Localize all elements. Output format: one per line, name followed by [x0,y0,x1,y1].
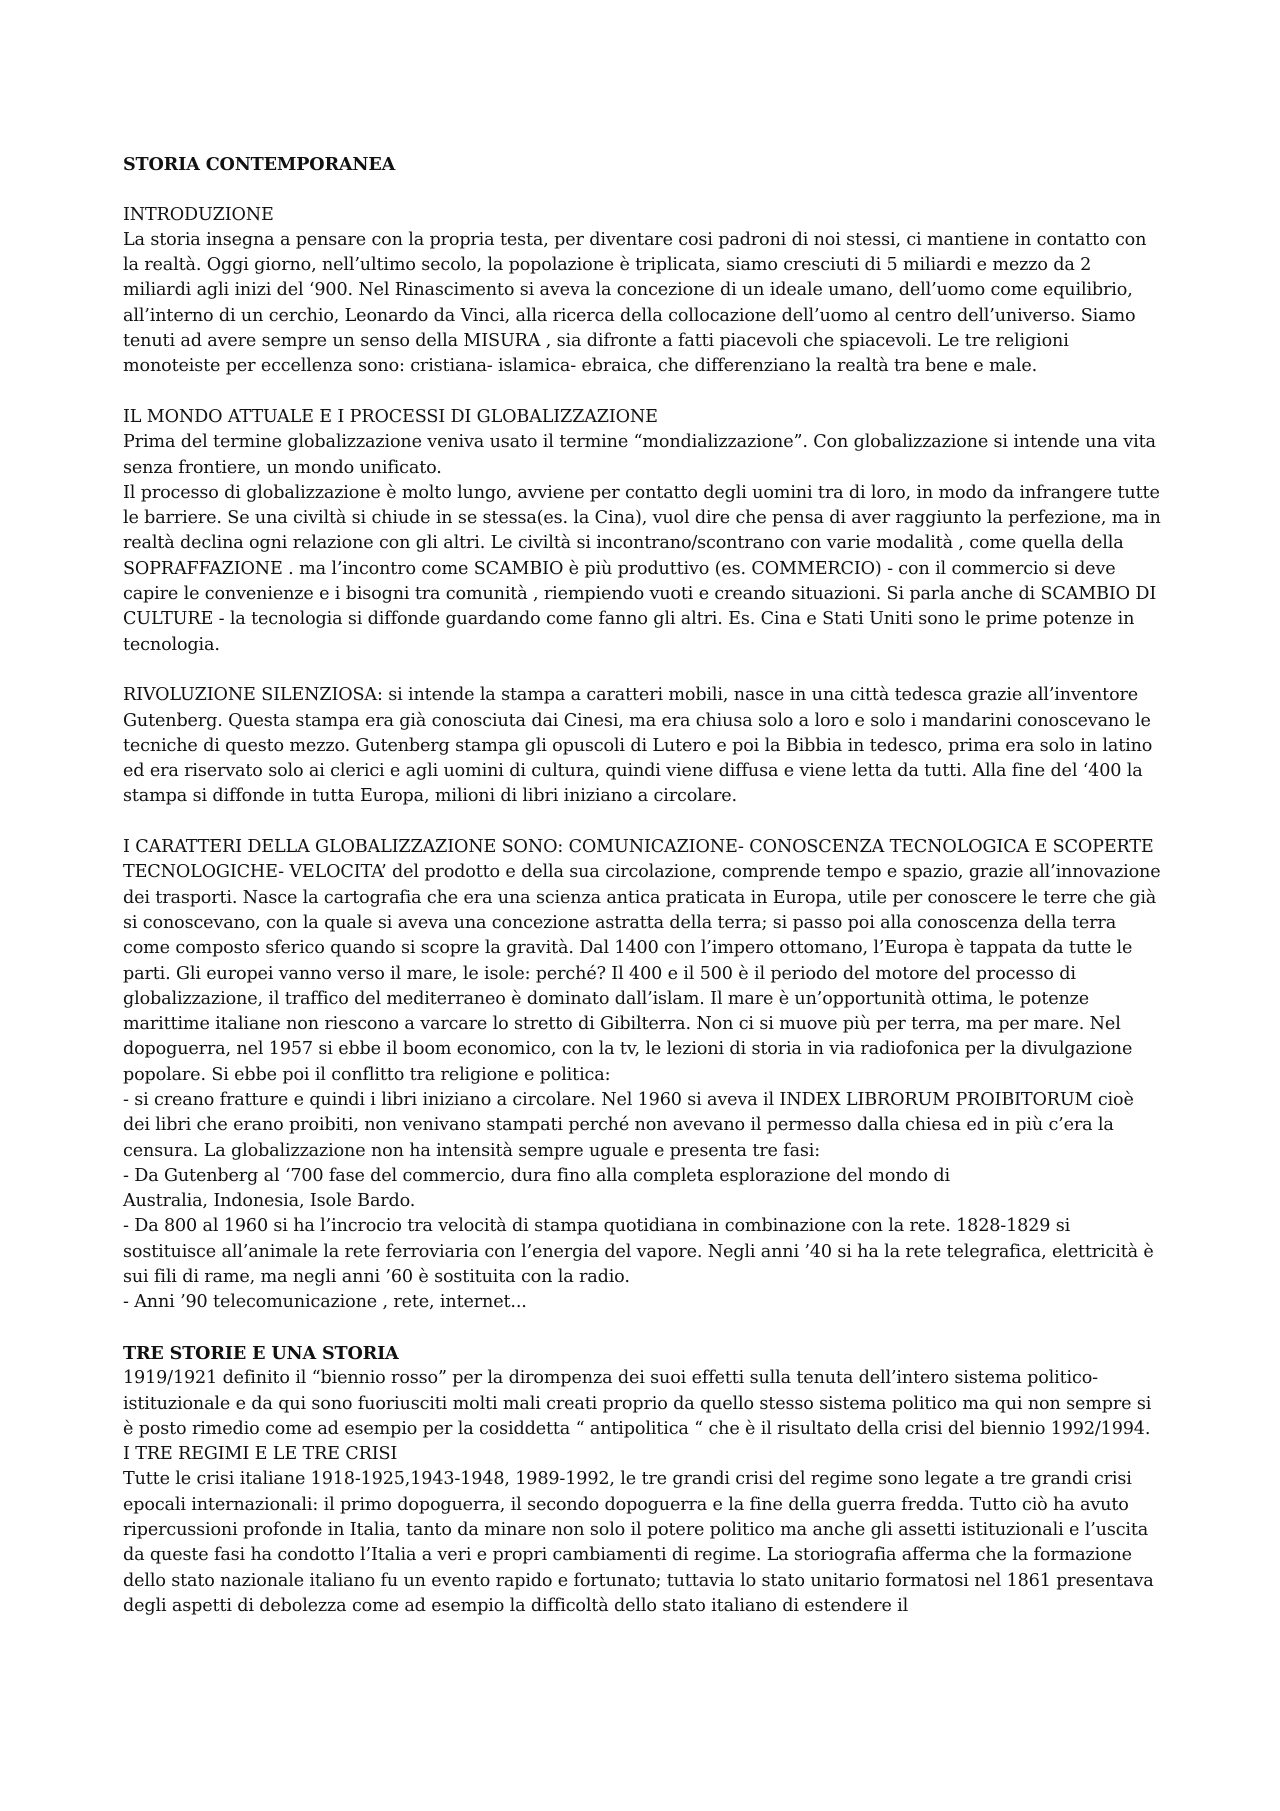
section-mondo-attuale [123,405,1163,658]
section-heading-tre-regimi: I TRE REGIMI E LE TRE CRISI [123,1444,398,1465]
section-caratteri-globalizzazione [123,835,1163,1316]
section-tre-regimi [123,1442,1163,1619]
paragraph: Il processo di globalizzazione è molto lungo, avviene per contatto degli uomini tra di loro, in modo da infrangere tutte le barriere. Se una civiltà si chiude in se stessa(es. la Cina), vuol dire che pensa di aver raggiunto la perfezione, ma in realtà declina ogni relazione con gli altri. Le civiltà si incontrano/scontrano con varie modalità , come quella della SOPRAFFAZIONE . ma l’incontro come SCAMBIO è più produttivo (es. COMMERCIO) - con il commercio si deve capire le convenienze e i bisogni tra comunità , riempiendo vuoti e creando situazioni. Si parla anche di SCAMBIO DI CULTURE - la tecnologia si diffonde guardando come fanno gli altri. Es. Cina e Stati Uniti sono le prime potenze in tecnologia. [123,482,1161,655]
section-rivoluzione-silenziosa [123,683,1163,809]
paragraph: Prima del termine globalizzazione veniva usato il termine “mondializzazione”. Con globalizzazione si intende una vita senza frontiere, un mondo unificato. [123,432,1156,478]
paragraph: - si creano fratture e quindi i libri iniziano a circolare. Nel 1960 si aveva il INDEX LIBRORUM PROIBITORUM cioè dei libri che erano proibiti, non venivano stampati perché non avevano il permesso dalla chiesa ed in più c’era la censura. La globalizzazione non ha intensità sempre uguale e presenta tre fasi: [123,1089,1134,1161]
paragraph: - Anni ’90 telecomunicazione , rete, internet... [123,1292,527,1313]
paragraph: RIVOLUZIONE SILENZIOSA: si intende la stampa a caratteri mobili, nasce in una città tedesca grazie all’inventore Gutenberg. Questa stampa era già conosciuta dai Cinesi, ma era chiusa solo a loro e solo i mandarini conoscevano le tecniche di questo mezzo. Gutenberg stampa gli opuscoli di Lutero e poi la Bibbia in tedesco, prima era solo in latino ed era riservato solo ai clerici e agli uomini di cultura, quindi viene diffusa e viene letta da tutti. Alla fine del ‘400 la stampa si diffonde in tutta Europa, milioni di libri iniziano a circolare. [123,685,1153,807]
paragraph: Tutte le crisi italiane 1918-1925,1943-1948, 1989-1992, le tre grandi crisi del regime sono legate a tre grandi crisi epocali internazionali: il primo dopoguerra, il secondo dopoguerra e la fine della guerra fredda. Tutto ciò ha avuto ripercussioni profonde in Italia, tanto da minare non solo il potere politico ma anche gli assetti istituzionali e l’uscita da queste fasi ha condotto l’Italia a veri e propri cambiamenti di regime. La storiografia afferma che la formazione dello stato nazionale italiano fu un evento rapido e fortunato; tuttavia lo stato unitario formatosi nel 1861 presentava degli aspetti di debolezza come ad esempio la difficoltà dello stato italiano di estendere il [123,1469,1154,1616]
paragraph: - Da 800 al 1960 si ha l’incrocio tra velocità di stampa quotidiana in combinazione con la rete. 1828-1829 si sostituisce all’animale la rete ferroviaria con l’energia del vapore. Negli anni ’40 si ha la rete telegrafica, elettricità è sui fili di rame, ma negli anni ’60 è sostituita con la radio. [123,1216,1154,1288]
section-heading-tre-storie: TRE STORIE E UNA STORIA [123,1342,399,1364]
section-heading-introduzione: INTRODUZIONE [123,204,274,225]
paragraph: Australia, Indonesia, Isole Bardo. [123,1191,416,1212]
section-introduzione [123,203,1163,380]
section-heading-mondo-attuale: IL MONDO ATTUALE E I PROCESSI DI GLOBALIZZAZIONE [123,406,658,427]
paragraph: La storia insegna a pensare con la propria testa, per diventare cosi padroni di noi stessi, ci mantiene in contatto con la realtà. Oggi giorno, nell’ultimo secolo, la popolazione è triplicata, siamo cresciuti di 5 miliardi e mezzo da 2 miliardi agli inizi del ‘900. Nel Rinascimento si aveva la concezione di un ideale umano, dell’uomo come equilibrio, all’interno di un cerchio, Leonardo da Vinci, alla ricerca della collocazione dell’uomo al centro dell’universo. Siamo tenuti ad avere sempre un senso della MISURA , sia difronte a fatti piacevoli che spiacevoli. Le tre religioni monoteiste per eccellenza sono: cristiana- islamica- ebraica, che differenziano la realtà tra bene e male. [123,229,1147,377]
paragraph: 1919/1921 definito il “biennio rosso” per la dirompenza dei suoi effetti sulla tenuta dell’intero sistema politico-istituzionale e da qui sono fuoriusciti molti mali creati proprio da quello stesso sistema politico ma qui non sempre si è posto rimedio come ad esempio per la cosiddetta “ antipolitica “ che è il risultato della crisi del biennio 1992/1994. [123,1368,1152,1439]
paragraph: I CARATTERI DELLA GLOBALIZZAZIONE SONO: COMUNICAZIONE- CONOSCENZA TECNOLOGICA E SCOPERTE TECNOLOGICHE- VELOCITA’ del prodotto e della sua circolazione, comprende tempo e spazio, grazie all’innovazione dei trasporti. Nasce la cartografia che era una scienza antica praticata in Europa, utile per conoscere le terre che già si conoscevano, con la quale si aveva una concezione astratta della terra; si passo poi alla conoscenza della terra come composto sferico quando si scopre la gravità. Dal 1400 con l’impero ottomano, l’Europa è tappata da tutte le parti. Gli europei vanno verso il mare, le isole: perché? Il 400 e il 500 è il periodo del motore del processo di globalizzazione, il traffico del mediterraneo è dominato dall’islam. Il mare è un’opportunità ottima, le potenze marittime italiane non riescono a varcare lo stretto di Gibilterra. Non ci si muove più per terra, ma per mare. Nel dopoguerra, nel 1957 si ebbe il boom economico, con la tv, le lezioni di storia in via radiofonica per la divulgazione popolare. Si ebbe poi il conflitto tra religione e politica: [123,837,1161,1085]
document-page [123,152,1163,1619]
section-tre-storie [123,1341,1163,1442]
paragraph: - Da Gutenberg al ‘700 fase del commercio, dura fino alla completa esplorazione del mondo di [123,1165,950,1186]
document-title: STORIA CONTEMPORANEA [123,154,396,175]
